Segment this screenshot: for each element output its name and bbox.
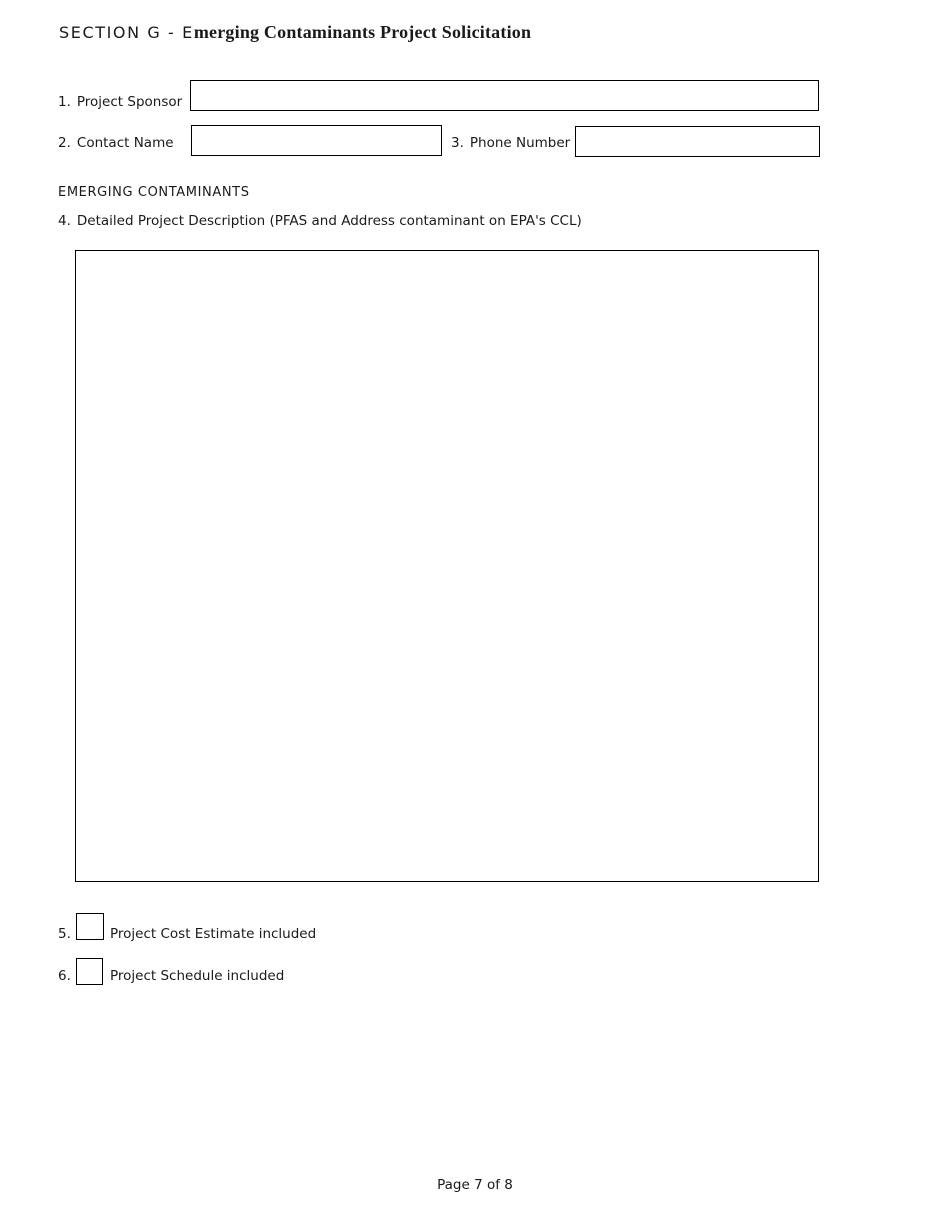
phone-number-label [451,135,570,151]
section-heading: EMERGING CONTAMINANTS [58,185,250,200]
phone-number-input[interactable] [575,126,820,157]
title-prefix: SECTION G - E [59,23,194,42]
title-rest: merging Contaminants Project Solicitation [193,22,532,42]
schedule-label: Project Schedule included [110,968,285,984]
project-description-textarea[interactable] [75,250,819,882]
project-sponsor-number: 1. [58,94,71,110]
cost-estimate-label: Project Cost Estimate included [110,926,317,942]
project-description-number: 4. [58,213,71,229]
schedule-checkbox[interactable] [76,958,103,985]
phone-number-number: 3. [451,135,464,151]
project-sponsor-text: Project Sponsor [76,94,183,110]
contact-name-label [58,135,174,151]
project-sponsor-input[interactable] [190,80,819,111]
phone-number-text: Phone Number [469,135,571,151]
project-description-text: Detailed Project Description (PFAS and Address contaminant on EPA's CCL) [76,213,582,229]
contact-name-text: Contact Name [76,135,174,151]
contact-name-input[interactable] [191,125,442,156]
contact-name-number: 2. [58,135,71,151]
cost-estimate-number: 5. [58,926,71,942]
project-sponsor-label [58,94,182,110]
project-description-label [58,213,582,229]
schedule-number: 6. [58,968,71,984]
page-number: Page 7 of 8 [437,1177,513,1193]
cost-estimate-checkbox[interactable] [76,913,104,940]
page-title [59,22,531,43]
